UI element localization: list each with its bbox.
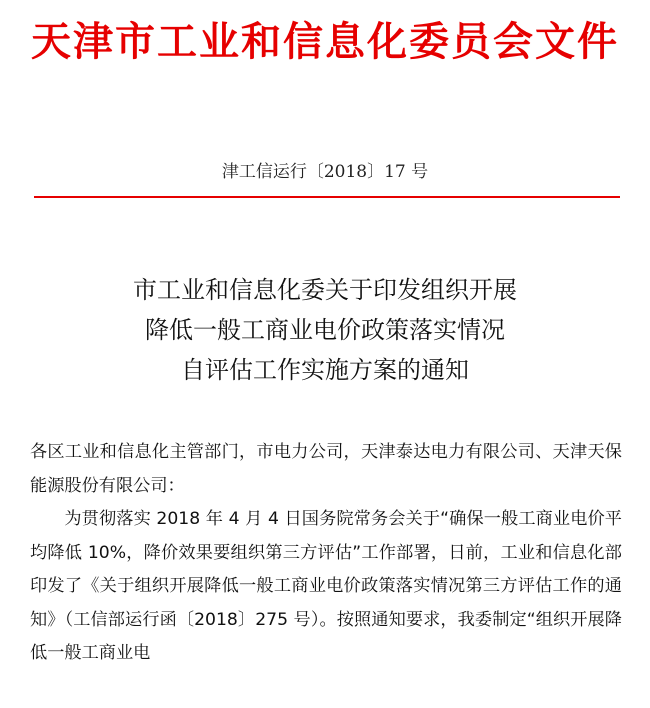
issuer-header: 天津市工业和信息化委员会文件 — [31, 19, 619, 65]
document-body — [30, 436, 622, 671]
addressees: 各区工业和信息化主管部门，市电力公司，天津泰达电力有限公司、天津天保能源股份有限公司： — [30, 442, 622, 496]
document-title — [0, 270, 650, 390]
document-number: 津工信运行〔2018〕17 号 — [221, 162, 429, 182]
title-line-1: 市工业和信息化委关于印发组织开展 — [133, 276, 517, 304]
body-paragraph: 为贯彻落实 2018 年 4 月 4 日国务院常务会关于“确保一般工商业电价平均降低 10%，降价效果要组织第三方评估”工作部署，日前，工业和信息化部印发了《关于组织开展降低一般工商业电价政策落实情况第三方评估工作的通知》（工信部运行函〔2018〕275 号）。按照通知要求，我委制定“组织开展降低一般工商业电 — [30, 509, 622, 663]
title-line-2: 降低一般工商业电价政策落实情况 — [145, 316, 505, 344]
title-line-3: 自评估工作实施方案的通知 — [181, 356, 469, 384]
red-divider-line — [34, 196, 620, 198]
